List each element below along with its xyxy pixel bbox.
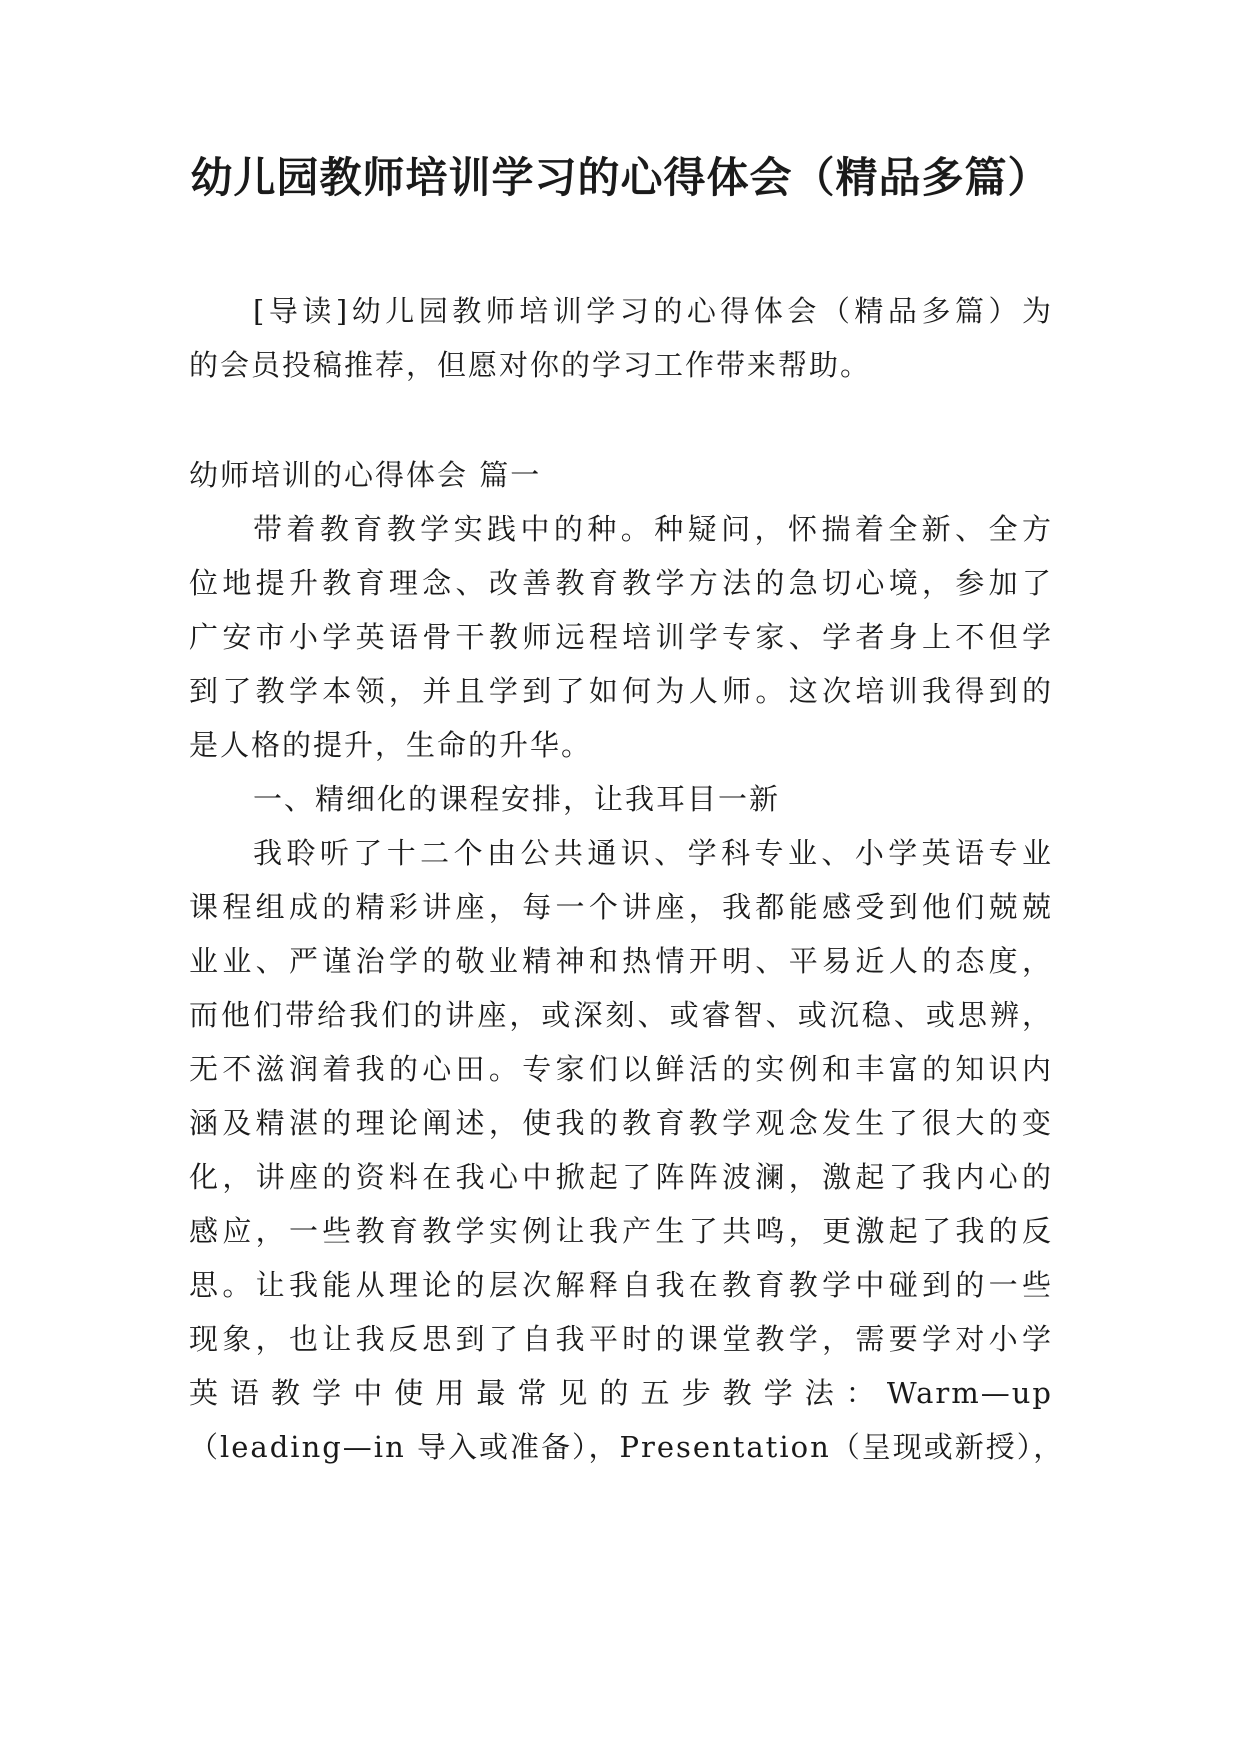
- subheading: 一、精细化的课程安排，让我耳目一新: [253, 782, 781, 816]
- paragraph-line: 现象，也让我反思到了自我平时的课堂教学，需要学对小学: [189, 1322, 1053, 1356]
- intro-paragraph: [189, 284, 1053, 392]
- paragraph-line: 广安市小学英语骨干教师远程培训学专家、学者身上不但学: [189, 620, 1053, 654]
- paragraph-line: 而他们带给我们的讲座，或深刻、或睿智、或沉稳、或思辨，: [189, 998, 1053, 1032]
- section-heading: 幼师培训的心得体会 篇一: [189, 458, 542, 492]
- document-title: 幼儿园教师培训学习的心得体会（精品多篇）: [190, 153, 1051, 202]
- paragraph-line: 无不滋润着我的心田。专家们以鲜活的实例和丰富的知识内: [189, 1052, 1053, 1086]
- paragraph-line: 化，讲座的资料在我心中掀起了阵阵波澜，激起了我内心的: [189, 1160, 1053, 1194]
- paragraph-line: 课程组成的精彩讲座，每一个讲座，我都能感受到他们兢兢: [189, 890, 1053, 924]
- paragraph-line: 感应，一些教育教学实例让我产生了共鸣，更激起了我的反: [189, 1214, 1053, 1248]
- paragraph-line: 位地提升教育理念、改善教育教学方法的急切心境，参加了: [189, 566, 1053, 600]
- paragraph-line: （leading—in 导入或准备），Presentation（呈现或新授），: [189, 1430, 1065, 1464]
- intro-line: [导读]幼儿园教师培训学习的心得体会（精品多篇）为: [253, 294, 1053, 328]
- paragraph-line: 我聆听了十二个由公共通识、学科专业、小学英语专业: [253, 836, 1053, 870]
- paragraph-1: [189, 502, 1053, 772]
- intro-line: 的会员投稿推荐，但愿对你的学习工作带来帮助。: [189, 348, 872, 382]
- paragraph-line: 涵及精湛的理论阐述，使我的教育教学观念发生了很大的变: [189, 1106, 1053, 1140]
- paragraph-line: 是人格的提升，生命的升华。: [189, 728, 593, 762]
- paragraph-line: 带着教育教学实践中的种。种疑问，怀揣着全新、全方: [253, 512, 1053, 546]
- paragraph-line: 业业、严谨治学的敬业精神和热情开明、平易近人的态度，: [189, 944, 1053, 978]
- spacer: [189, 392, 1053, 448]
- paragraph-line: 到了教学本领，并且学到了如何为人师。这次培训我得到的: [189, 674, 1053, 708]
- document-body: [189, 284, 1065, 1474]
- paragraph-2: [189, 826, 1065, 1474]
- paragraph-line: 思。让我能从理论的层次解释自我在教育教学中碰到的一些: [189, 1268, 1053, 1302]
- paragraph-line: 英语教学中使用最常见的五步教学法：Warm—up: [189, 1376, 1053, 1410]
